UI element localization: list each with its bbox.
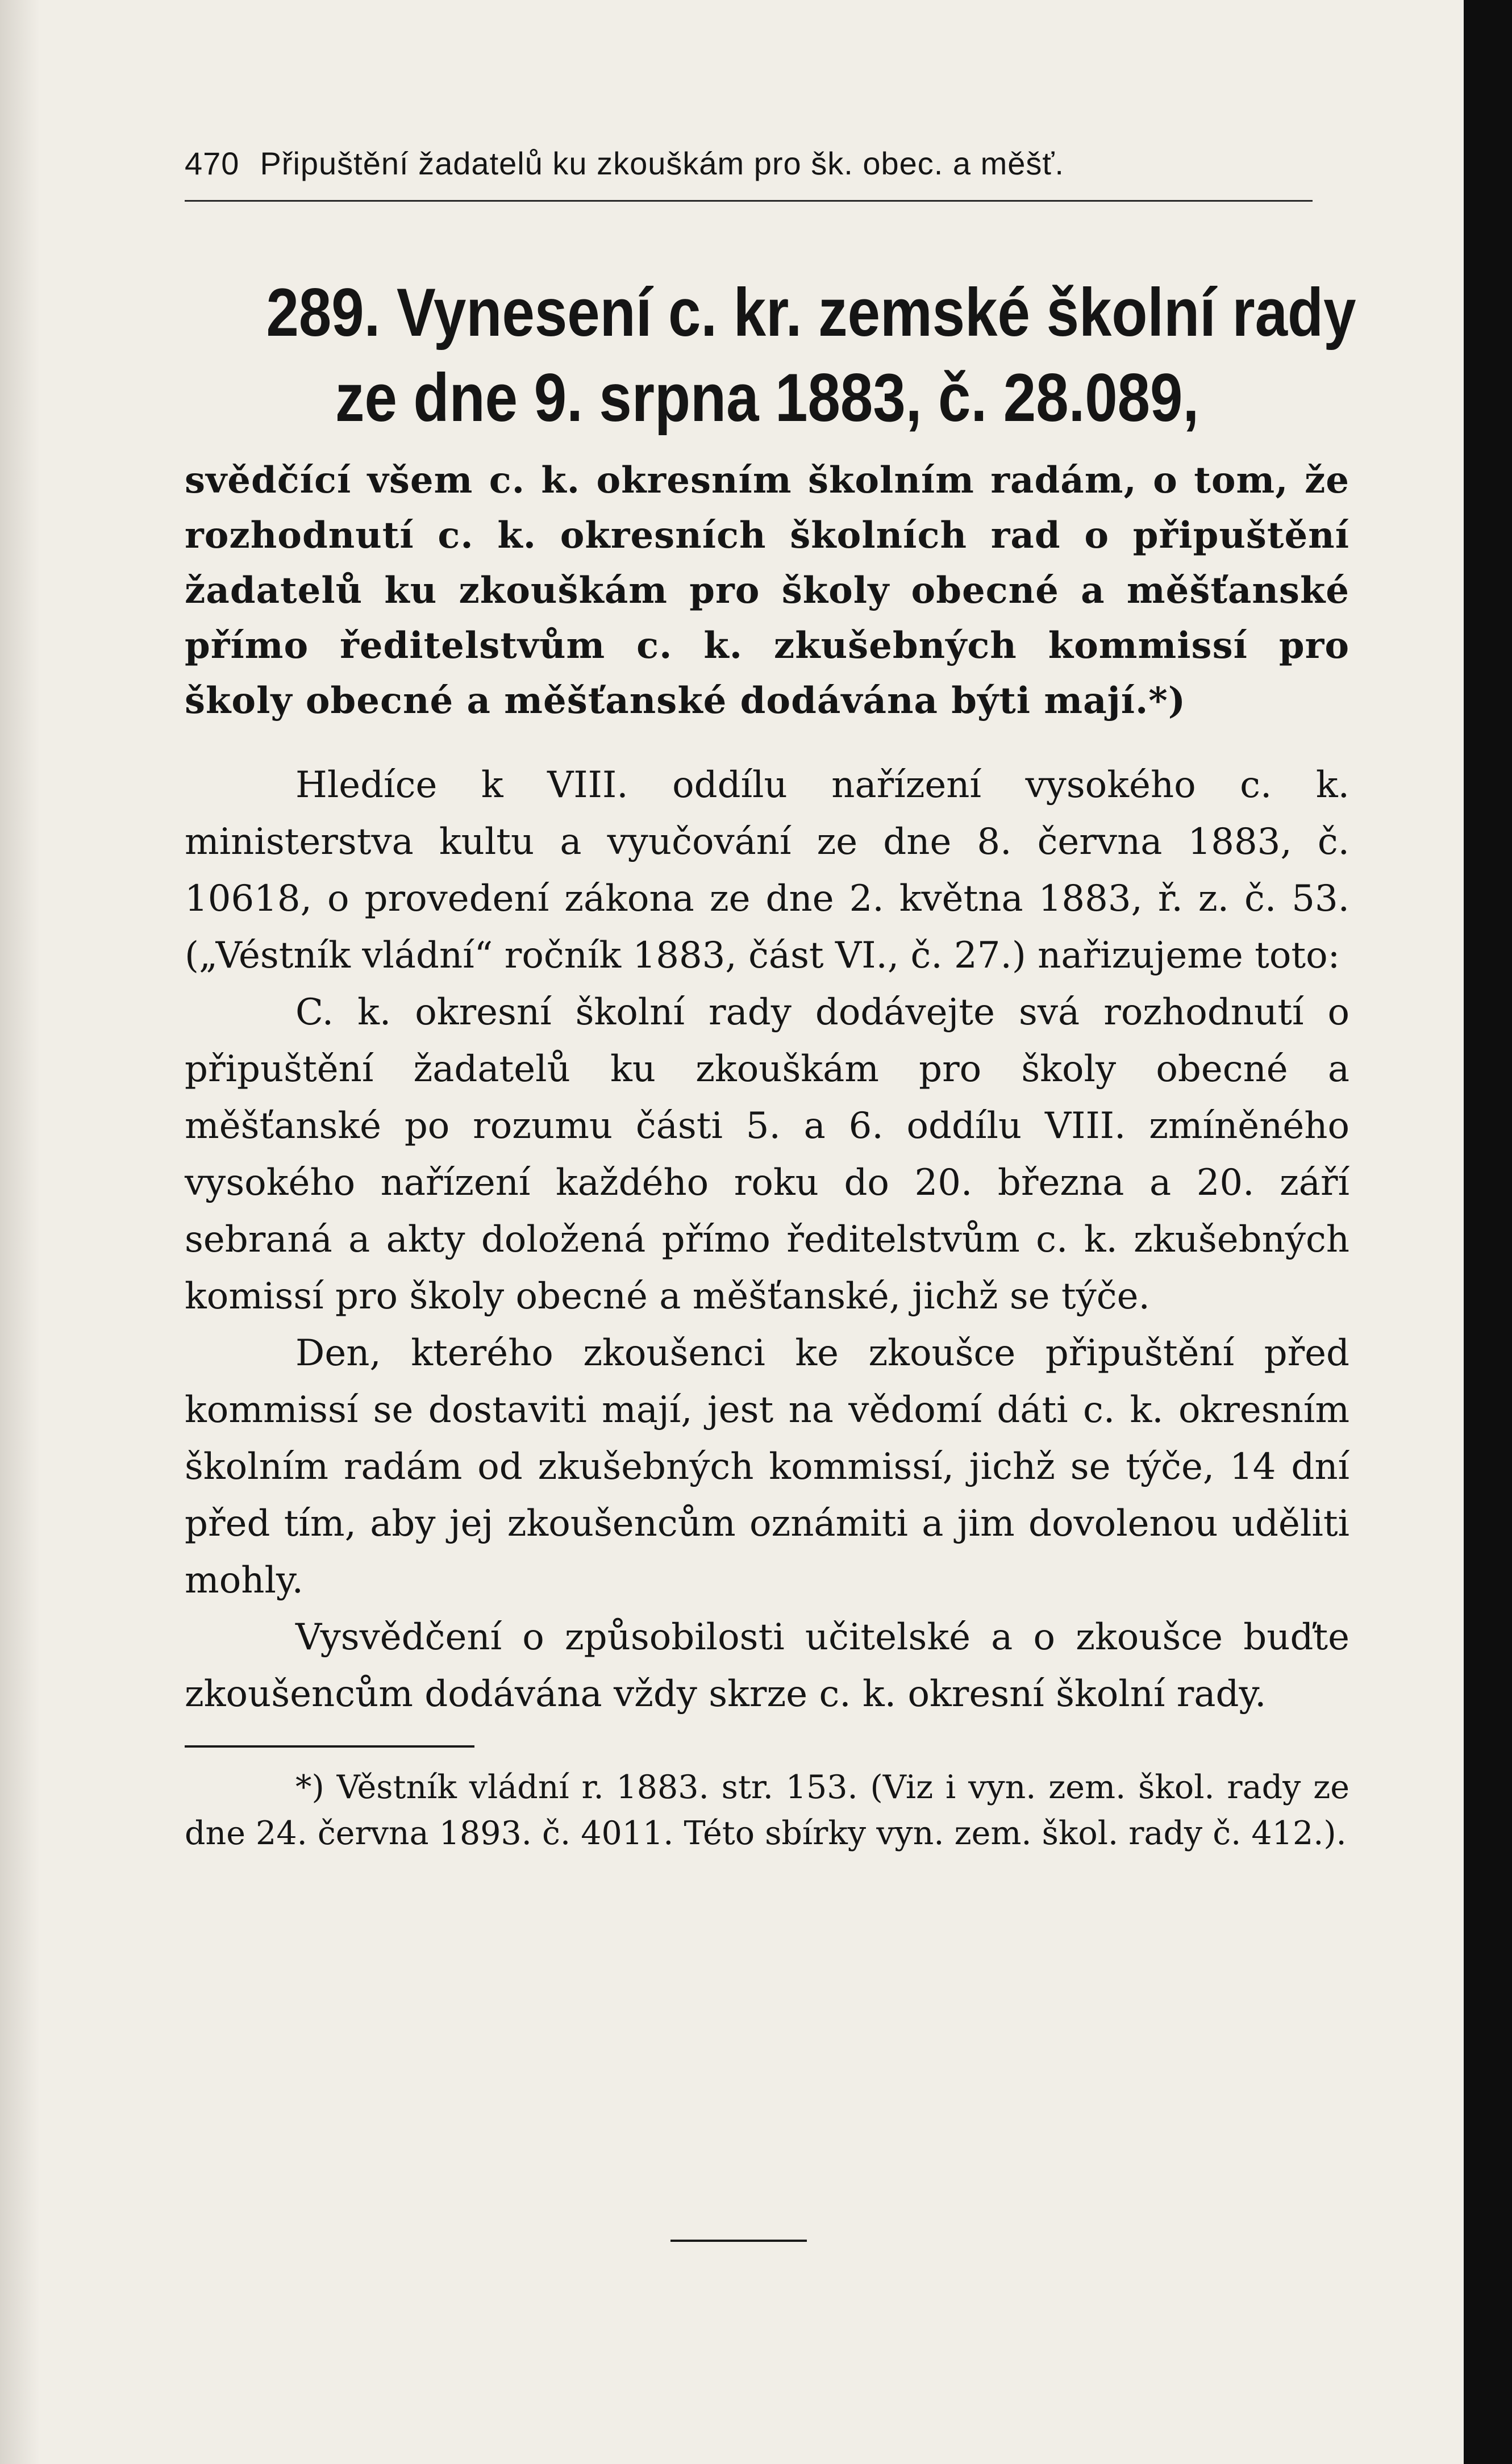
body-paragraph: C. k. okresní školní rady dodávejte svá rozhodnutí o připuštění žadatelů ku zkouškám pro školy obecné a měšťanské po rozumu části 5. a 6. oddílu VIII. zmíněného vysokého nařízení každého roku do 20. března a 20. září sebraná a akty doložená přímo ředitelstvům c. k. zkušebných komissí pro školy obecné a měšťanské, jichž se týče.	[185, 991, 1349, 1318]
body-paragraph: Vysvědčení o způsobilosti učitelské a o zkoušce buďte zkoušencům dodávána vždy skrze c. k. okresní školní rady.	[185, 1616, 1349, 1715]
book-page	[185, 145, 1356, 1857]
body-paragraph: Hledíce k VIII. oddílu nařízení vysokého c. k. ministerstva kultu a vyučování ze dne 8. června 1883, č. 10618, o provedení zákona ze dne 2. května 1883, ř. z. č. 53. („Véstník vládní“ ročník 1883, část VI., č. 27.) nařizujeme toto:	[185, 764, 1349, 977]
page-gutter-shadow	[0, 0, 40, 2464]
page-number: 470	[185, 145, 240, 181]
footnote-divider	[185, 1745, 474, 1748]
footnote: *) Věstník vládní r. 1883. str. 153. (Viz i vyn. zem. škol. rady ze dne 24. června 1893. č. 4011. Této sbírky vyn. zem. škol. rady č. 412.).	[185, 1769, 1349, 1852]
decree-summary: svědčící všem c. k. okresním školním radám, o tom, že rozhodnutí c. k. okresních školních rad o připuštění žadatelů ku zkouškám pro školy obecné a měšťanské přímo ředitelstvům c. k. zkušebných kommissí pro školy obecné a měšťanské dodávána býti mají.*)	[185, 459, 1349, 722]
running-head	[185, 145, 1313, 202]
decree-title	[266, 270, 1356, 440]
decree-body	[185, 757, 1349, 1723]
decree-title-line-1: 289. Vynesení c. kr. zemské školní rady	[266, 274, 1356, 351]
decree-title-line-2: ze dne 9. srpna 1883, č. 28.089,	[335, 360, 1199, 436]
running-title: Připuštění žadatelů ku zkouškám pro šk. obec. a měšť.	[260, 145, 1064, 181]
body-paragraph: Den, kterého zkoušenci ke zkoušce připuštění před kommissí se dostaviti mají, jest na vědomí dáti c. k. okresním školním radám od zkušebných kommissí, jichž se týče, 14 dní před tím, aby jej zkoušencům oznámiti a jim dovolenou uděliti mohly.	[185, 1332, 1349, 1602]
end-of-section-rule	[670, 2240, 807, 2242]
scan-edge	[1464, 0, 1512, 2464]
